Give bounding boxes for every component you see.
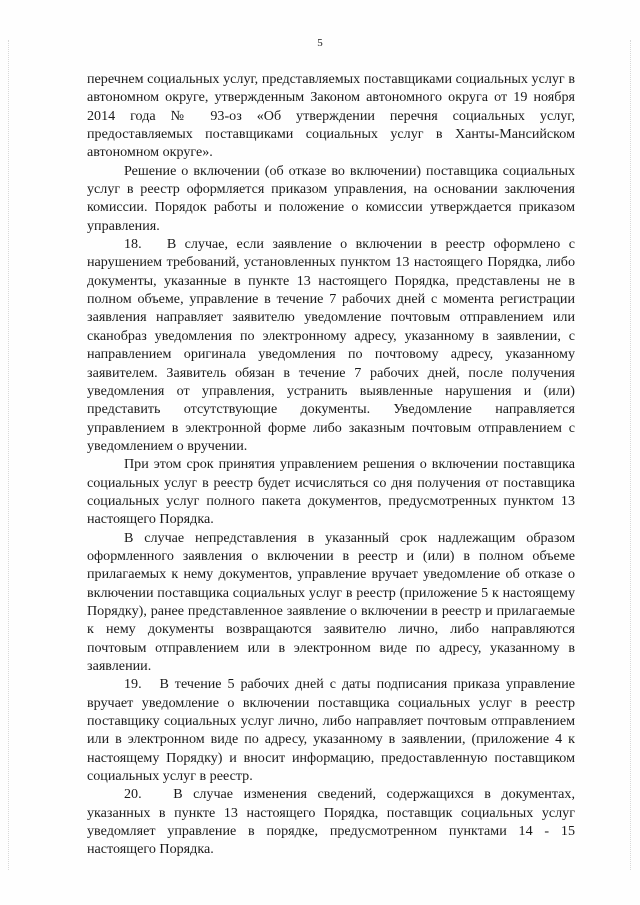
paragraph-deadline: При этом срок принятия управлением решения о включении поставщика социальных услуг в реестр будет исчисляться со дня получения от поставщика социальных услуг полного пакета документов, предусмотренных пунктом 13 настоящего Порядка.	[87, 456, 575, 528]
paragraph-non-submission: В случае непредставления в указанный срок надлежащим образом оформленного заявления о включении в реестр и (или) в полном объеме прилагаемых к нему документов, управление вручает уведомление об отказе о включении поставщика социальных услуг в реестр (приложение 5 к настоящему Порядку), ранее представленное заявление о включении в реестр и прилагаемые к нему документы возвращаются заявителю лично, либо направляются почтовым отправлением или в электронном виде по адресу, указанному в заявлении.	[87, 529, 575, 674]
paragraph-item-20: 20. В случае изменения сведений, содержащихся в документах, указанных в пункте 13 настоящего Порядка, поставщик социальных услуг уведомляет управление в порядке, предусмотренном пунктами 14 - 15 настоящего Порядка.	[87, 786, 575, 858]
paragraph-item-18: 18. В случае, если заявление о включении в реестр оформлено с нарушением требований, установленных пунктом 13 настоящего Порядка, либо документы, указанные в пункте 13 настоящего Порядка, представлены не в полном объеме, управление в течение 7 рабочих дней с момента регистрации заявления направляет заявителю уведомление почтовым отправлением или сканобраз уведомления по электронному адресу, указанному в заявлении, с направлением оригинала уведомления по почтовому адресу, указанному заявителем. Заявитель обязан в течение 7 рабочих дней, после получения уведомления от управления, устранить выявленные нарушения и (или) представить отсутствующие документы. Уведомление направляется управлением в электронной форме либо заказным почтовым отправлением с уведомлением о вручении.	[87, 236, 575, 454]
scan-edge-left	[8, 40, 10, 870]
scan-edge-right	[630, 40, 632, 870]
document-body	[87, 70, 575, 859]
page-number: 5	[317, 37, 323, 49]
paragraph-item-19: 19. В течение 5 рабочих дней с даты подписания приказа управление вручает уведомление о включении поставщика социальных услуг в реестр поставщику социальных услуг лично, либо направляет почтовым отправлением или в электронном виде по адресу, указанному в заявлении, (приложение 4 к настоящему Порядку) и вносит информацию, предоставленную поставщиком социальных услуг в реестр.	[87, 676, 575, 785]
paragraph-continuation: перечнем социальных услуг, представляемых поставщиками социальных услуг в автономном округе, утвержденным Законом автономного округа от 19 ноября 2014 года № 93-оз «Об утверждении перечня социальных услуг, предоставляемых поставщиками социальных услуг в Ханты-Мансийском автономном округе».	[87, 71, 575, 161]
paragraph-commission-decision: Решение о включении (об отказе во включении) поставщика социальных услуг в реестр оформляется приказом управления, на основании заключения комиссии. Порядок работы и положение о комиссии утверждается приказом управления.	[87, 162, 575, 234]
